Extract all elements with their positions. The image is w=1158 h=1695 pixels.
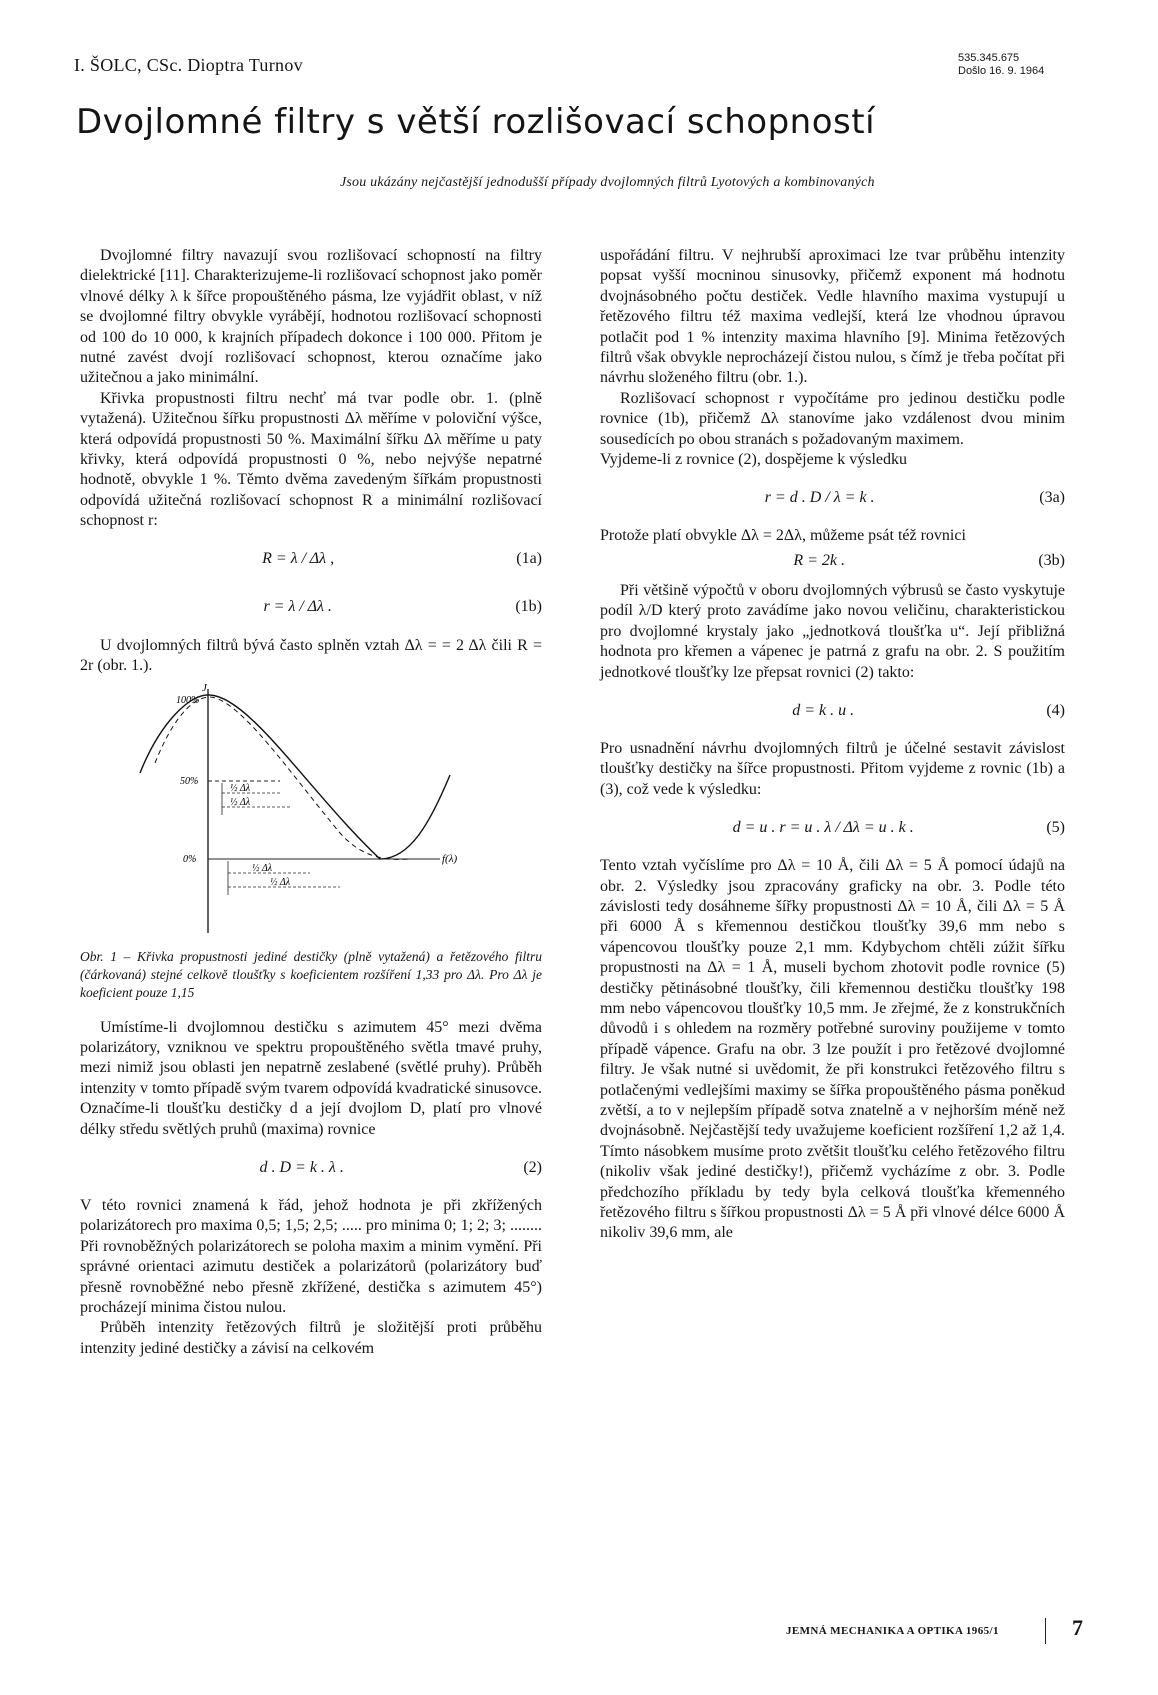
equation-1b [80, 588, 542, 628]
equation-body: R = 2k . [793, 551, 845, 569]
paragraph: uspořádání filtru. V nejhrubší aproximaci lze tvar průběhu intenzity popsat vyšší mocninou sinusovky, přičemž exponent má hodnotu dvojnásobného počtu destiček. Vedle hlavního maxima vystupují u řetězového filtru též maxima vedlejší, která lze vhodnou úpravou potlačit pod 1 % intenzity maxima hlavního [9]. Minima řetězových filtrů však obvykle neprocházejí čistou nulou, s čímž je třeba počítat při návrhu složeného filtru (obr. 1.). [600, 247, 1065, 387]
equation-2 [80, 1148, 542, 1188]
paragraph: Rozlišovací schopnost r vypočítáme pro jedinou destičku podle rovnice (1b), přičemž Δλ stanovíme jako vzdálenost dvou minim sousedících po obou stranách s požadovaným maximem. [600, 389, 1065, 448]
udc-code: 535.345.675 [958, 52, 1020, 64]
paragraph: Pro usnadnění návrhu dvojlomných filtrů je účelné sestavit závislost tloušťky destičky na šířce propustnosti. Přitom vyjdeme z rovnic (1b) a (3), což vede k výsledku: [600, 739, 1065, 798]
equation-5 [600, 808, 1065, 848]
paragraph: Protože platí obvykle Δλ = 2Δλ, můžeme psát též rovnici [600, 527, 966, 545]
paragraph: Vyjdeme-li z rovnice (2), dospějeme k výsledku [600, 451, 908, 469]
transmission-curve-diagram [80, 683, 542, 948]
equation-4 [600, 691, 1065, 731]
label-half-width: ½ Δλ [252, 862, 273, 874]
received-date: Došlo 16. 9. 1964 [958, 65, 1045, 77]
label-half-width: ½ Δλ [230, 796, 251, 808]
equation-3a [600, 478, 1065, 518]
equation-body: d = u . r = u . λ / Δλ = u . k . [732, 818, 914, 836]
equation-number: (5) [1046, 818, 1065, 836]
article-meta [958, 52, 1044, 78]
label-50: 50% [180, 775, 199, 787]
equation-body: R = λ / Δλ , [262, 550, 335, 568]
page-number: 7 [1072, 1615, 1083, 1640]
paragraph: Tento vztah vyčíslíme pro Δλ = 10 Å, čili Δλ = 5 Å pomocí údajů na obr. 2. Výsledky jsou zpracovány graficky na obr. 3. Podle této závislosti tedy dosáhneme šířky propustnosti Δλ = 10 Å, čili Δλ = 5 Å při 6000 Å s křemennou destičkou tloušťky 39,6 mm nebo s vápencovou tloušťky pouze 2,1 mm. Kdybychom chtěli zúžit šířku propustnosti na Δλ = 1 Å, museli bychom zhotovit podle rovnice (5) destičky pětinásobné tloušťky, čili křemennou destičku tloušťky 198 mm nebo vápencovou tloušťky 10,5 mm. Je zřejmé, že z konstrukčních důvodů i s ohledem na rozměry potřebné suroviny použijeme v tomto případě vápence. Grafu na obr. 3 lze použít i pro řetězové dvojlomné filtry. Je však nutné si uvědomit, že při konstrukci řetězového filtru s potlačenými vedlejšími maximy se šířka propouštěného pásma poněkud zvětší, a to v nejlepším případě sotva znatelně a v nejhorším méně než dvojnásobně. Nejčastější tedy uvažujeme koeficient rozšíření 1,2 až 1,4. Tímto násobkem musíme proto zvětšit tloušťku celého řetězového filtru (nikoliv však jediné destičky!), přičemž vycházíme z obr. 3. Podle předchozího příkladu by tedy byla celková tloušťka křemenného řetězového filtru s šířkou propustnosti Δλ = 5 Å při vlnové délce 6000 Å nikoliv 39,6 mm, ale [600, 857, 1065, 1242]
equation-body: r = d . D / λ = k . [764, 489, 875, 507]
label-half-width: ½ Δλ [230, 782, 251, 794]
article-title: Dvojlomné filtry s větší rozlišovací schopností [76, 102, 876, 142]
figure-caption: Obr. 1 – Křivka propustnosti jediné destičky (plně vytažená) a řetězového filtru (čárkovaná) stejné celkově tloušťky s koeficientem rozšíření 1,33 pro Δλ. Pro Δλ je koeficient pouze 1,15 [80, 948, 542, 1000]
equation-3b [600, 549, 1065, 573]
equation-number: (4) [1046, 701, 1065, 719]
right-column [600, 246, 1065, 1244]
j-axis-label: J [202, 682, 207, 694]
paragraph: Umístíme-li dvojlomnou destičku s azimutem 45° mezi dvěma polarizátory, vzniknou ve spektru propouštěného světla tmavé pruhy, mezi nimiž jsou oblasti jen nepatrně zeslabené (světlé pruhy). Průběh intenzity v tomto případě svým tvarem odpovídá kvadratické sinusovce. Označíme-li tloušťku destičky d a její dvojlom D, platí pro vlnové délky středu světlých pruhů (maxima) rovnice [80, 1018, 542, 1138]
left-column [80, 246, 542, 1359]
paragraph: Křivka propustnosti filtru nechť má tvar podle obr. 1. (plně vytažená). Užitečnou šířku propustnosti Δλ měříme v poloviční výšce, která odpovídá propustnosti 50 %. Maximální šířku Δλ měříme u paty křivky, která odpovídá propustnosti 0 %, nebo nejvýše nepatrné hodnotě, obvykle 1 %. Těmto dvěma zavedeným šířkám propustnosti odpovídá užitečná rozlišovací schopnost R a minimální rozlišovací schopnost r: [80, 389, 542, 530]
equation-body: r = λ / Δλ . [263, 598, 332, 616]
equation-number: (2) [523, 1158, 542, 1176]
equation-number: (3b) [1038, 551, 1065, 569]
paragraph: Při většině výpočtů v oboru dvojlomných výbrusů se často vyskytuje podíl λ/D který proto zavádíme jako novou veličinu, charakteristickou pro dvojlomné krystaly jako „jednotková tloušťka u“. Její přibližná hodnota pro křemen a vápenec je patrná z grafu na obr. 2. S použitím jednotkové tloušťky lze přepsat rovnici (2) takto: [600, 581, 1065, 681]
footer-divider [1045, 1618, 1046, 1644]
figure-1 [80, 683, 542, 948]
equation-body: d . D = k . λ . [259, 1158, 344, 1176]
equation-body: d = k . u . [792, 701, 855, 719]
equation-1a [80, 540, 542, 580]
journal-footer: JEMNÁ MECHANIKA A OPTIKA 1965/1 [786, 1625, 999, 1637]
paragraph: Dvojlomné filtry navazují svou rozlišovací schopností na filtry dielektrické [11]. Charakterizujeme-li rozlišovací schopnost jako poměr vlnové délky λ k šířce propouštěného pásma, lze vyjádřit oblast, v níž se dvojlomné filtry obvykle vyrábějí, hodnotou rozlišovací schopnosti od 100 do 10 000, k krajních případech dokonce i 100 000. Přitom je nutné zavést dvojí rozlišovací schopnost, kterou označíme jako užitečnou a jako minimální. [80, 247, 542, 387]
label-half-width: ½ Δλ [270, 876, 291, 888]
equation-number: (1b) [515, 598, 542, 616]
paragraph: Průběh intenzity řetězových filtrů je složitější proti průběhu intenzity jediné destičky a závisí na celkovém [80, 1319, 542, 1357]
label-100: 100% [176, 694, 200, 706]
equation-number: (3a) [1039, 489, 1065, 507]
label-f-lambda: f(λ) [442, 852, 458, 865]
author-line: I. ŠOLC, CSc. Dioptra Turnov [74, 55, 303, 75]
paragraph: U dvojlomných filtrů bývá často splněn vztah Δλ = = 2 Δλ čili R = 2r (obr. 1.). [80, 636, 542, 675]
article-subtitle: Jsou ukázány nejčastější jednodušší případy dvojlomných filtrů Lyotových a kombinovaných [340, 175, 875, 190]
paragraph: V této rovnici znamená k řád, jehož hodnota je při zkřížených polarizátorech pro maxima 0,5; 1,5; 2,5; ..... pro minima 0; 1; 2; 3; ........ Při rovnoběžných polarizátorech se poloha maxim a minim vymění. Při správné orientaci azimutu destiček a polarizátorů (polarizátory buď přesně rovnoběžné nebo přesně zkřížené, destička s azimutem 45°) procházejí minima čistou nulou. [80, 1196, 542, 1316]
label-0: 0% [183, 853, 197, 865]
equation-number: (1a) [516, 550, 542, 568]
